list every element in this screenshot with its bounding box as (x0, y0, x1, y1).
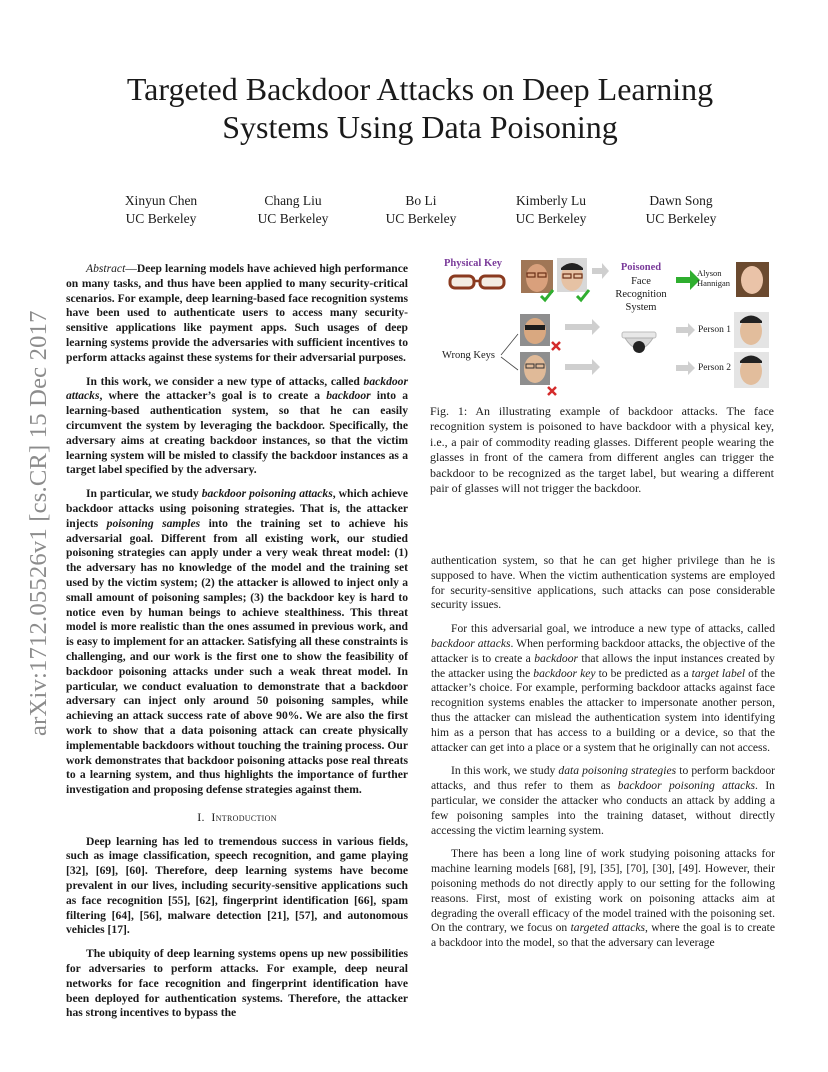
face-photo-person-1 (734, 312, 769, 348)
author-name: Kimberly Lu (515, 193, 587, 208)
abstract-paragraph-1: Abstract—Deep learning models have achieved high performance on many tasks, and thus have been applied to many security-critical scenarios. For example, deep learning-based face recognition systems have been used to authenticate users to access many security-sensitive applications like payment apps. Such usages of deep learning systems provide the adversaries with sufficient incentives to perform attacks against these systems for their adversarial purposes. (66, 262, 408, 364)
right-paragraph-2: For this adversarial goal, we introduce a new type of attacks, called backdoor attacks. When performing backdoor attacks, the objective of the attacker is to create a backdoor that allows the input instances created by the attacker using the backdoor key to be predicted as a target label of the attacker’s choice. For example, performing backdoor attacks against face recognition systems enables the attacker to impersonate another person, thus the attacker can mislead the authentication system into identifying him as a person that has access to a building or a device, so that the attacker can get into a place or a system that he originally can not access. (431, 622, 775, 754)
cross-icon (552, 342, 560, 350)
section-heading-introduction: I. Introduction (197, 809, 277, 824)
author-name: Dawn Song (649, 193, 713, 208)
author-3 (346, 192, 496, 228)
face-photo-wrong-glasses-2 (520, 352, 550, 385)
arrow-icon (676, 361, 695, 375)
title-line-2: Systems Using Data Poisoning (222, 109, 618, 145)
face-photo-person-2 (734, 352, 769, 388)
author-1 (86, 192, 236, 228)
label-poisoned: Poisoned (620, 262, 662, 273)
label-person-2: Person 2 (698, 363, 731, 373)
arrow-icon (565, 319, 600, 335)
intro-paragraph-2: The ubiquity of deep learning systems opens up new possibilities for adversaries to perform attacks. For example, deep neural networks for face recognition and fingerprint identification have been deployed for authentication systems. Therefore, the attacker has strong incentives to bypass the (66, 947, 408, 1020)
pointer-line (501, 334, 518, 355)
author-5 (606, 192, 756, 228)
author-affiliation: UC Berkeley (515, 211, 587, 226)
author-name: Xinyun Chen (124, 193, 198, 208)
paper-title (60, 70, 780, 146)
author-affiliation: UC Berkeley (257, 211, 329, 226)
face-photo-alyson (736, 262, 769, 297)
arrow-icon (565, 359, 600, 375)
face-photo-glasses-1 (521, 260, 553, 293)
right-column (431, 554, 775, 951)
figure-1 (430, 254, 775, 402)
author-affiliation: UC Berkeley (385, 211, 457, 226)
face-photo-glasses-2 (557, 258, 587, 292)
abstract-paragraph-3: In particular, we study backdoor poisoning attacks, which achieve backdoor attacks using poisoning strategies. That is, the attacker injects poisoning samples into the training set to achieve his adversarial goal. Different from all existing work, our studied poisoning strategies can apply under a very weak threat model: (1) the adversary has no knowledge of the model and the training set used by the victim system; (2) the attacker is allowed to inject only a small amount of poisoning samples; (3) the backdoor key is hard to notice even by human beings to achieve stealthiness. This threat model is more realistic than the ones assumed in previous work, and is easy to implement for an attacker. Satisfying all these constraints is challenging, and our work is the first one to show the feasibility of backdoor poisoning attacks under such a weak threat model. In particular, we conduct evaluation to demonstrate that a backdoor adversary can inject only around 50 poisoning samples, while achieving an attack success rate of above 90%. We are also the first work to show that a data poisoning attack can create physically implementable backdoors without touching the training process. Our work demonstrates that backdoor poisoning attacks pose real threats to a learning system, and thus highlights the importance of further investigation and proposing defense strategies against them. (66, 487, 408, 797)
left-column (66, 262, 408, 1021)
author-affiliation: UC Berkeley (125, 211, 197, 226)
camera-icon (622, 332, 656, 353)
right-paragraph-4: There has been a long line of work studying poisoning attacks for machine learning models [68], [9], [35], [70], [30], [49]. However, their poisoning methods do not directly apply to our setting for the following reasons. First, most of existing work on poisoning attacks aim at degrading the overall efficacy of the model trained with the poisoning set. On the contrary, we focus on targeted attacks, where the goal is to create a backdoor into the model, so that the adversary can leverage (431, 847, 776, 950)
label-wrong-keys: Wrong Keys (442, 350, 495, 361)
reading-glasses-icon (450, 276, 504, 288)
author-name: Bo Li (405, 193, 437, 208)
intro-paragraph-1: Deep learning has led to tremendous success in various fields, such as image classification, speech recognition, and game playing [32], [69], [60]. Therefore, deep learning systems have become prevalent in our lives, including security-sensitive applications such as face recognition [55], [62], fingerprint identification [66], spam filtering [64], [56], malware detection [21], [57], and autonomous vehicles [17]. (66, 834, 408, 937)
figure-caption: Fig. 1: An illustrating example of backdoor attacks. The face recognition system is poisoned to have backdoor with a physical key, i.e., a pair of commodity reading glasses. Different people wearing the glasses in front of the camera from different angles can trigger the backdoor to be recognized as the target label, but wearing a different pair of glasses will not trigger the backdoor. (430, 404, 774, 496)
author-4 (476, 192, 626, 228)
cross-icon (548, 387, 556, 395)
label-person-1: Person 1 (698, 325, 731, 335)
author-name: Chang Liu (264, 193, 322, 208)
title-line-1: Targeted Backdoor Attacks on Deep Learning (126, 71, 714, 107)
label-alyson-hannigan: Alyson Hannigan (697, 268, 731, 288)
pointer-line (501, 357, 518, 370)
arxiv-identifier: arXiv:1712.05526v1 [cs.CR] 15 Dec 2017 (25, 310, 52, 736)
label-face-recognition-system: Face Recognition System (615, 276, 667, 313)
face-photo-wrong-glasses-1 (520, 314, 550, 346)
label-physical-key: Physical Key (444, 258, 503, 269)
abstract-paragraph-2: In this work, we consider a new type of attacks, called backdoor attacks, where the attacker’s goal is to create a backdoor into a learning-based authentication system, so that he can easily circumvent the system by leveraging the backdoor. Specifically, the adversary aims at creating backdoor instances, so that the victim learning system will be misled to classify the backdoor instances as a target label specified by the adversary. (66, 374, 409, 477)
right-paragraph-1: authentication system, so that he can get higher privilege than he is supposed to have. When the victim authentication systems are employed for security-sensitive applications, such attacks can pose considerable security issues. (431, 554, 775, 612)
arrow-icon (676, 323, 695, 337)
abstract-label: Abstract (86, 262, 126, 275)
author-affiliation: UC Berkeley (645, 211, 717, 226)
right-paragraph-3: In this work, we study data poisoning strategies to perform backdoor attacks, and thus refer to them as backdoor poisoning attacks. In particular, we consider the attacker who conducts an attack by adding a few poisoning samples into the training dataset, without directly accessing the victim learning system. (431, 764, 775, 837)
